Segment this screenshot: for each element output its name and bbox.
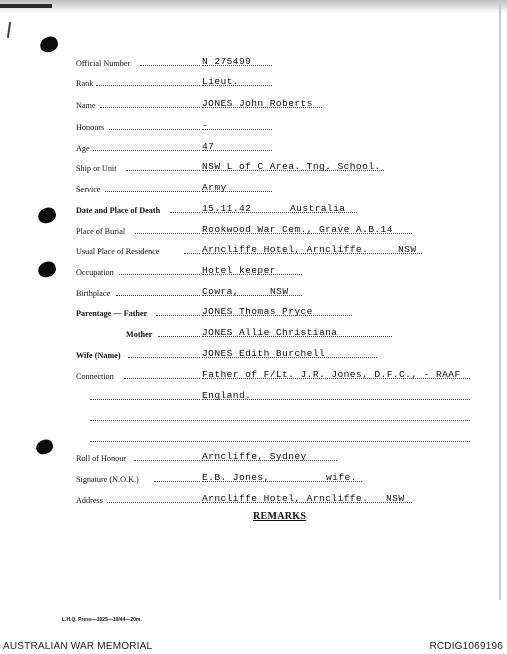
scan-top-edge (0, 0, 507, 14)
field-place-of-burial (76, 220, 472, 236)
field-value: JONES Thomas Pryce (202, 306, 313, 317)
dotted-leader (128, 357, 200, 358)
scan-stroke (7, 22, 11, 38)
field-label: Roll of Honour (76, 454, 127, 463)
field-value: 15.11.42 (202, 203, 252, 214)
field-ship-or-unit (76, 157, 472, 173)
dotted-leader (202, 107, 322, 108)
field-value: England. (202, 390, 252, 401)
dotted-leader (140, 65, 200, 66)
dotted-leader (96, 85, 200, 86)
dotted-leader (154, 481, 200, 482)
field-value: Hotel keeper (202, 265, 276, 276)
blank-line (76, 428, 472, 444)
field-value-state: NSW (386, 493, 405, 504)
field-date-place-of-death (76, 199, 472, 215)
field-honours (76, 116, 472, 132)
field-value: N 275499 (202, 56, 252, 67)
field-label: Mother (126, 330, 153, 339)
dotted-leader (202, 295, 302, 296)
field-value: Arncliffe, Sydney (202, 451, 307, 462)
field-value: JONES John Roberts (202, 98, 313, 109)
punch-hole-icon (36, 260, 58, 280)
punch-hole-icon (34, 438, 54, 457)
field-label: Honours (76, 123, 105, 132)
dotted-leader (135, 233, 200, 234)
dotted-leader (202, 212, 357, 213)
dotted-leader (202, 378, 470, 379)
field-wife-name (76, 344, 472, 360)
field-value-relation: wife. (326, 472, 357, 483)
field-connection (76, 365, 472, 381)
dotted-leader (202, 502, 412, 503)
field-label: Place of Burial (76, 227, 126, 236)
dotted-leader (90, 441, 470, 442)
dotted-leader (184, 253, 200, 254)
footer-record-id: RCDIG1069196 (429, 641, 503, 652)
dotted-leader (134, 460, 200, 461)
dotted-leader (202, 170, 384, 171)
field-label: Wife (Name) (76, 351, 121, 360)
field-birthplace (76, 282, 472, 298)
field-label: Service (76, 185, 101, 194)
field-label: Birthplace (76, 289, 111, 298)
field-usual-residence (76, 240, 472, 256)
field-value-state: NSW (270, 286, 289, 297)
dotted-leader (202, 399, 470, 400)
field-value: JONES Edith Burchell (202, 348, 326, 359)
field-label: Name (76, 101, 96, 110)
dotted-leader (105, 191, 200, 192)
dotted-leader (202, 274, 302, 275)
field-label: Address (76, 496, 103, 505)
punch-hole-icon (38, 35, 60, 55)
dotted-leader (202, 65, 272, 66)
field-value: Arncliffe Hotel, Arncliffe. (202, 493, 369, 504)
field-value: JONES Allie Christiana (202, 327, 338, 338)
dotted-leader (90, 399, 200, 400)
scan-mark (0, 4, 52, 8)
field-value: - (202, 120, 209, 131)
field-address (76, 489, 472, 505)
footer-archive-name: AUSTRALIAN WAR MEMORIAL (3, 641, 153, 652)
dotted-leader (156, 315, 200, 316)
dotted-leader (100, 107, 200, 108)
dotted-leader (170, 212, 200, 213)
field-age (76, 137, 472, 153)
dotted-leader (158, 336, 200, 337)
dotted-leader (126, 170, 200, 171)
field-name (76, 94, 472, 110)
dotted-leader (202, 357, 377, 358)
dotted-leader (202, 129, 272, 130)
field-value: Rookwood War Cem., Grave A.B.14 (202, 224, 393, 235)
dotted-leader (202, 460, 337, 461)
field-label: Occupation (76, 268, 114, 277)
dotted-leader (202, 85, 272, 86)
field-signature-nok (76, 468, 472, 484)
printer-note: L.H.Q. Press—1025—10/44—20m. (62, 617, 142, 623)
dotted-leader (202, 253, 422, 254)
blank-line (76, 407, 472, 423)
dotted-leader (202, 233, 412, 234)
field-parentage-father (76, 302, 472, 318)
dotted-leader (116, 295, 200, 296)
field-rank (76, 72, 472, 88)
field-occupation (76, 261, 472, 277)
dotted-leader (202, 336, 392, 337)
field-value: 47 (202, 141, 215, 152)
punch-hole-icon (36, 206, 58, 226)
field-label: Official Number (76, 59, 131, 68)
dotted-leader (119, 274, 200, 275)
field-value: Father of F/Lt. J.R. Jones, D.F.C., - RAAF (202, 369, 461, 380)
dotted-leader (93, 150, 200, 151)
dotted-leader (202, 191, 272, 192)
field-value-place: Australia (290, 203, 346, 214)
scan-right-edge (499, 0, 501, 600)
field-label: Signature (N.O.K.) (76, 475, 139, 484)
field-official-number (76, 52, 472, 68)
field-label: Parentage — Father (76, 309, 148, 318)
dotted-leader (107, 502, 200, 503)
field-value: NSW L of C Area. Tng. School. (202, 161, 381, 172)
remarks-heading: REMARKS (253, 511, 307, 522)
field-label: Usual Place of Residence (76, 247, 160, 256)
dotted-leader (90, 420, 470, 421)
field-value: Arncliffe Hotel, Arncliffe. (202, 244, 369, 255)
field-service (76, 178, 472, 194)
field-parentage-mother (76, 323, 472, 339)
connection-continuation-line (76, 386, 472, 402)
field-label: Rank (76, 79, 94, 88)
field-label: Ship or Unit (76, 164, 117, 173)
dotted-leader (202, 481, 362, 482)
field-value: Cowra, (202, 286, 239, 297)
field-label: Connection (76, 372, 114, 381)
field-value-state: NSW (398, 244, 417, 255)
field-value: E.B. Jones, (202, 472, 270, 483)
dotted-leader (202, 315, 352, 316)
field-label: Date and Place of Death (76, 206, 161, 215)
field-value: Lieut. (202, 76, 239, 87)
dotted-leader (109, 129, 200, 130)
field-label: Age (76, 144, 90, 153)
dotted-leader (202, 150, 272, 151)
field-roll-of-honour (76, 447, 472, 463)
field-value: Army (202, 182, 227, 193)
dotted-leader (124, 378, 200, 379)
